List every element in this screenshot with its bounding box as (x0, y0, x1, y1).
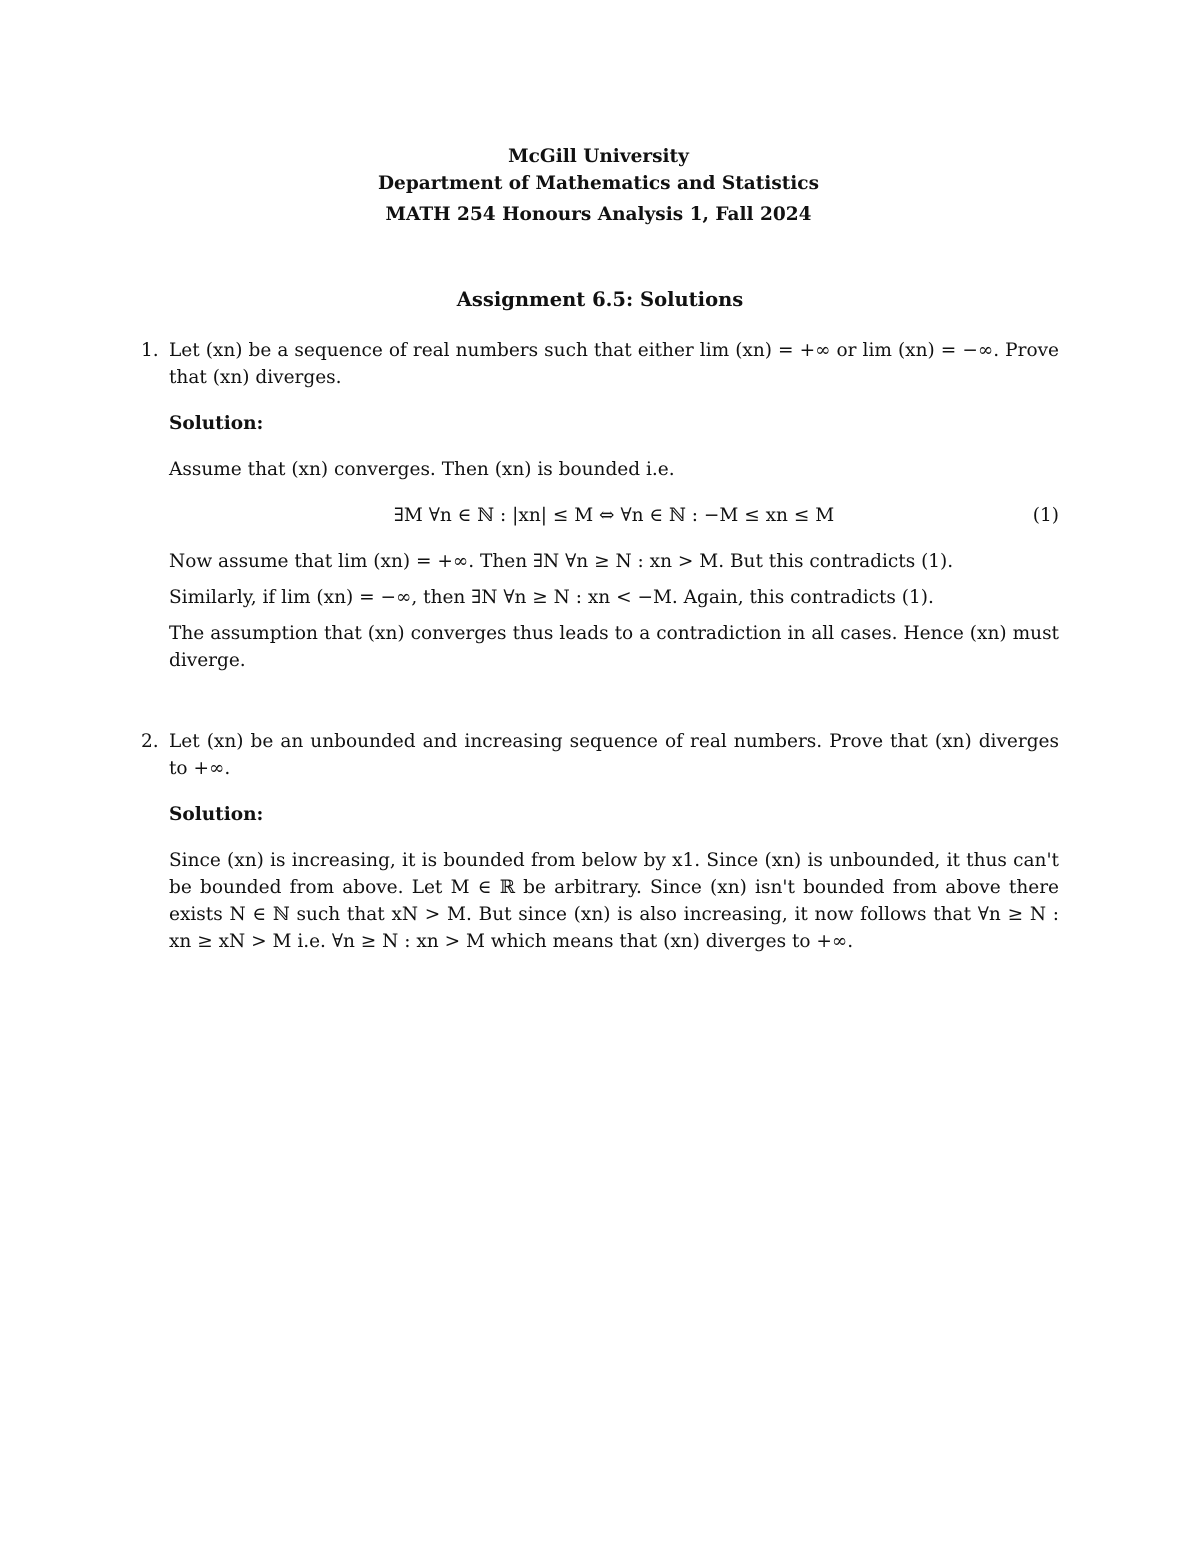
solution-label: Solution: (169, 413, 264, 434)
problem-statement: Let (xn) be an unbounded and increasing sequence of real numbers. Prove that (xn) diverges to +∞. (169, 731, 1059, 779)
course-name: MATH 254 Honours Analysis 1, Fall 2024 (385, 204, 812, 225)
problem-statement: Let (xn) be a sequence of real numbers such that either lim (xn) = +∞ or lim (xn) = −∞. Prove that (xn) diverges. (169, 340, 1059, 388)
university-name: McGill University (508, 146, 689, 167)
problem-1 (141, 337, 1059, 674)
solution-paragraph: Similarly, if lim (xn) = −∞, then ∃N ∀n ≥ N : xn < −M. Again, this contradicts (1). (169, 587, 934, 608)
solution-paragraph: The assumption that (xn) converges thus leads to a contradiction in all cases. Hence (xn) must diverge. (169, 623, 1059, 671)
solution-intro: Assume that (xn) converges. Then (xn) is bounded i.e. (169, 459, 675, 480)
problem-number: 2. (141, 731, 159, 752)
solution-paragraph: Now assume that lim (xn) = +∞. Then ∃N ∀n ≥ N : xn > M. But this contradicts (1). (169, 551, 954, 572)
equation-number: (1) (1032, 505, 1059, 526)
display-equation (169, 502, 1059, 529)
department-name: Department of Mathematics and Statistics (378, 173, 819, 194)
problem-number: 1. (141, 340, 159, 361)
document-header (0, 143, 1197, 228)
equation-body: ∃M ∀n ∈ ℕ : |xn| ≤ M ⇔ ∀n ∈ ℕ : −M ≤ xn ≤ M (393, 505, 835, 526)
solution-paragraph: Since (xn) is increasing, it is bounded from below by x1. Since (xn) is unbounded, it thus can't be bounded from above. Let M ∈ ℝ be arbitrary. Since (xn) isn't bounded from above there exists N ∈ ℕ such that xN > M. But since (xn) is also increasing, it now follows that ∀n ≥ N : xn ≥ xN > M i.e. ∀n ≥ N : xn > M which means that (xn) diverges to +∞. (169, 850, 1059, 952)
assignment-title: Assignment 6.5: Solutions (456, 288, 744, 311)
solution-label: Solution: (169, 804, 264, 825)
problem-2 (141, 728, 1059, 955)
